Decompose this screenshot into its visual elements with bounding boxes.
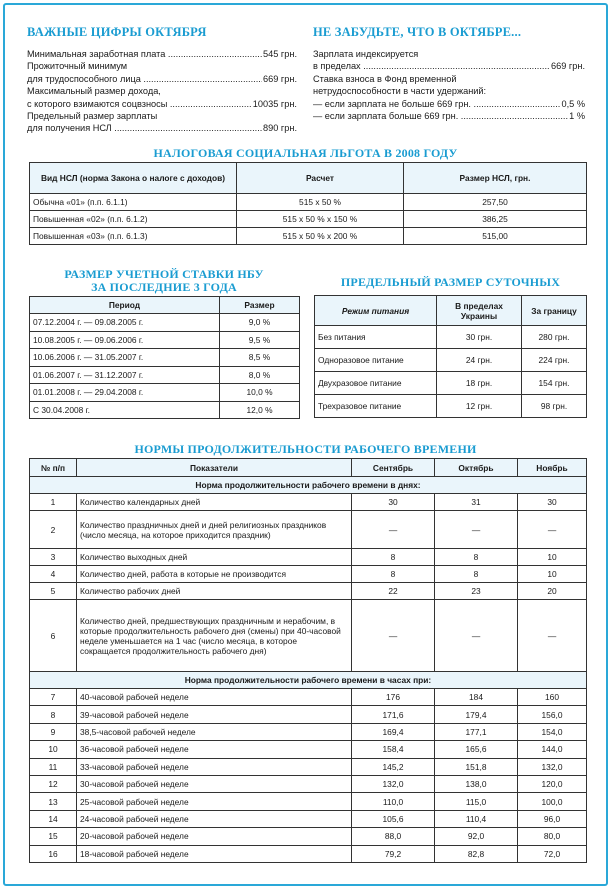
table-cell: 10.08.2005 г. — 09.06.2006 г. — [30, 331, 220, 349]
table-cell: Повышенная «02» (п.п. 6.1.2) — [30, 211, 237, 228]
table-cell: 156,0 — [518, 706, 587, 723]
nsl-header-type: Вид НСЛ (норма Закона о налоге с доходов) — [30, 163, 237, 194]
table-cell: 10 — [30, 741, 77, 758]
info-line — [313, 110, 585, 122]
table-cell: 100,0 — [518, 793, 587, 810]
nbu-table — [29, 296, 300, 419]
info-label: Максимальный размер дохода, — [27, 86, 161, 97]
table-cell: 4 — [30, 566, 77, 583]
table-cell: 24 грн. — [437, 349, 522, 372]
table-cell: 160 — [518, 689, 587, 706]
table-row — [315, 372, 587, 395]
info-value: 669 грн. — [551, 61, 585, 72]
table-cell: 145,2 — [352, 758, 435, 775]
table-cell: 171,6 — [352, 706, 435, 723]
table-cell: 30 грн. — [437, 326, 522, 349]
table-row — [30, 511, 587, 549]
table-cell: 40-часовой рабочей неделе — [77, 689, 352, 706]
table-cell: Обычна «01» (п.п. 6.1.1) — [30, 194, 237, 211]
table-cell: 10 — [518, 566, 587, 583]
table-cell: Количество дней, работа в которые не производится — [77, 566, 352, 583]
table-cell: 10,0 % — [220, 384, 300, 402]
table-cell: 18-часовой рабочей неделе — [77, 845, 352, 862]
table-cell: 184 — [435, 689, 518, 706]
daily-header-abroad: За границу — [522, 296, 587, 326]
table-cell: 515 х 50 % х 150 % — [237, 211, 404, 228]
table-cell: 20 — [518, 583, 587, 600]
table-cell: 515 х 50 % х 200 % — [237, 228, 404, 245]
table-cell: 39-часовой рабочей неделе — [77, 706, 352, 723]
table-cell: 138,0 — [435, 775, 518, 792]
table-row — [30, 583, 587, 600]
table-row — [315, 326, 587, 349]
table-cell: 115,0 — [435, 793, 518, 810]
table-cell: 158,4 — [352, 741, 435, 758]
table-cell: 18 грн. — [437, 372, 522, 395]
table-row — [315, 349, 587, 372]
norms-header-nov: Ноябрь — [518, 459, 587, 477]
table-row — [30, 758, 587, 775]
table-cell: 224 грн. — [522, 349, 587, 372]
table-row — [30, 828, 587, 845]
table-cell: — — [352, 600, 435, 672]
table-row — [30, 228, 587, 245]
info-line — [27, 48, 297, 60]
info-line — [27, 73, 297, 85]
table-cell: Количество календарных дней — [77, 494, 352, 511]
table-cell: 22 — [352, 583, 435, 600]
norms-header-oct: Октябрь — [435, 459, 518, 477]
table-row — [30, 194, 587, 211]
norms-header-num: № п/п — [30, 459, 77, 477]
table-cell: 13 — [30, 793, 77, 810]
info-value: 890 грн. — [263, 123, 297, 134]
table-cell: 30-часовой рабочей неделе — [77, 775, 352, 792]
info-label: с которого взимаются соцвзносы ..... — [27, 98, 252, 110]
table-cell: 88,0 — [352, 828, 435, 845]
table-cell: 3 — [30, 549, 77, 566]
table-cell: 179,4 — [435, 706, 518, 723]
table-row — [30, 723, 587, 740]
table-row — [30, 775, 587, 792]
table-row — [30, 349, 300, 367]
table-row — [30, 793, 587, 810]
important-figures-list — [27, 48, 297, 135]
table-cell: 15 — [30, 828, 77, 845]
table-cell: 16 — [30, 845, 77, 862]
table-cell: 38,5-часовой рабочей неделе — [77, 723, 352, 740]
table-row — [315, 395, 587, 418]
norms-header-sep: Сентябрь — [352, 459, 435, 477]
table-cell: 30 — [518, 494, 587, 511]
table-cell: 33-часовой рабочей неделе — [77, 758, 352, 775]
info-value: 669 грн. — [263, 73, 297, 84]
table-cell: Одноразовое питание — [315, 349, 437, 372]
daily-table — [314, 295, 587, 418]
norms-table — [29, 458, 587, 863]
table-cell: 8,0 % — [220, 366, 300, 384]
table-cell: 10 — [518, 549, 587, 566]
table-row — [30, 741, 587, 758]
table-section-row — [30, 477, 587, 494]
table-cell: 515 х 50 % — [237, 194, 404, 211]
nbu-title-line2: ЗА ПОСЛЕДНИЕ 3 ГОДА — [91, 280, 237, 294]
table-cell: 169,4 — [352, 723, 435, 740]
table-cell: 20-часовой рабочей неделе — [77, 828, 352, 845]
daily-title: ПРЕДЕЛЬНЫЙ РАЗМЕР СУТОЧНЫХ — [340, 275, 561, 289]
table-row — [30, 211, 587, 228]
table-cell: 132,0 — [352, 775, 435, 792]
table-cell: 98 грн. — [522, 395, 587, 418]
table-row — [30, 689, 587, 706]
table-cell: 82,8 — [435, 845, 518, 862]
info-line — [27, 60, 297, 72]
info-label: для получения НСЛ ..... — [27, 122, 262, 134]
table-cell: — — [518, 600, 587, 672]
nsl-header-calc: Расчет — [237, 163, 404, 194]
table-cell: 36-часовой рабочей неделе — [77, 741, 352, 758]
table-cell: 105,6 — [352, 810, 435, 827]
table-cell: 72,0 — [518, 845, 587, 862]
table-cell: 132,0 — [518, 758, 587, 775]
reminder-block — [313, 25, 585, 122]
info-value: 545 грн. — [263, 49, 297, 59]
table-cell: 30 — [352, 494, 435, 511]
info-label: Зарплата индексируется — [313, 49, 419, 59]
table-row — [30, 549, 587, 566]
reminder-title: НЕ ЗАБУДЬТЕ, ЧТО В ОКТЯБРЕ... — [313, 25, 522, 39]
table-cell: 12 — [30, 775, 77, 792]
nsl-title: НАЛОГОВАЯ СОЦИАЛЬНАЯ ЛЬГОТА В 2008 ГОДУ — [153, 146, 458, 160]
table-cell: 110,4 — [435, 810, 518, 827]
table-cell: Количество выходных дней — [77, 549, 352, 566]
table-cell: 12,0 % — [220, 401, 300, 419]
info-label: нетрудоспособности в части удержаний: — [313, 86, 487, 97]
norms-header-indicator: Показатели — [77, 459, 352, 477]
section-label: Норма продолжительности рабочего времени в днях: — [30, 477, 587, 494]
table-cell: 8 — [435, 549, 518, 566]
table-cell: 11 — [30, 758, 77, 775]
table-row — [30, 401, 300, 419]
table-cell: 10.06.2006 г. — 31.05.2007 г. — [30, 349, 220, 367]
table-cell: 8 — [30, 706, 77, 723]
info-line — [313, 48, 585, 60]
table-row — [30, 810, 587, 827]
table-cell: 92,0 — [435, 828, 518, 845]
table-cell: 25-часовой рабочей неделе — [77, 793, 352, 810]
table-cell: 280 грн. — [522, 326, 587, 349]
table-section-row — [30, 672, 587, 689]
table-cell: 1 — [30, 494, 77, 511]
table-cell: 144,0 — [518, 741, 587, 758]
table-cell: 2 — [30, 511, 77, 549]
table-row — [30, 600, 587, 672]
norms-title: НОРМЫ ПРОДОЛЖИТЕЛЬНОСТИ РАБОЧЕГО ВРЕМЕНИ — [134, 442, 477, 456]
table-cell: 80,0 — [518, 828, 587, 845]
table-cell: 6 — [30, 600, 77, 672]
table-cell: Количество праздничных дней и дней религиозных праздников (число месяца, на которое приходится праздник) — [77, 511, 352, 549]
table-cell: 8 — [435, 566, 518, 583]
table-cell: С 30.04.2008 г. — [30, 401, 220, 419]
table-cell: 07.12.2004 г. — 09.08.2005 г. — [30, 314, 220, 332]
table-cell: 154 грн. — [522, 372, 587, 395]
table-cell: 14 — [30, 810, 77, 827]
important-figures-block — [27, 25, 297, 135]
table-cell: 5 — [30, 583, 77, 600]
table-cell: 177,1 — [435, 723, 518, 740]
table-cell: 9 — [30, 723, 77, 740]
info-line — [27, 122, 297, 134]
info-line — [313, 98, 585, 110]
table-row — [30, 366, 300, 384]
info-label: Прожиточный минимум — [27, 61, 128, 72]
important-figures-title: ВАЖНЫЕ ЦИФРЫ ОКТЯБРЯ — [27, 25, 207, 39]
info-label: — если зарплата больше 669 грн. ..... — [313, 110, 568, 122]
table-row — [30, 314, 300, 332]
info-value: 0,5 % — [561, 98, 585, 109]
table-cell: 23 — [435, 583, 518, 600]
info-label: — если зарплата не больше 669 грн. ..... — [313, 98, 561, 110]
table-cell: 165,6 — [435, 741, 518, 758]
table-cell: 96,0 — [518, 810, 587, 827]
table-row — [30, 494, 587, 511]
nsl-table — [29, 162, 587, 245]
info-line — [313, 60, 585, 72]
table-cell: Количество рабочих дней — [77, 583, 352, 600]
info-value: 10035 грн. — [252, 98, 297, 109]
table-cell: Количество дней, предшествующих праздничным и нерабочим, в которые продолжительность рабочего дня (смены) при 40-часовой неделе уменьшается на 1 час (число месяца, в которое сокращается продолжительность рабочего дня) — [77, 600, 352, 672]
info-label: для трудоспособного лица ..... — [27, 73, 262, 85]
info-line — [27, 85, 297, 97]
info-line — [313, 85, 585, 97]
table-cell: 31 — [435, 494, 518, 511]
info-label: в пределах ..... — [313, 60, 550, 72]
table-cell: Повышенная «03» (п.п. 6.1.3) — [30, 228, 237, 245]
nbu-title-line1: РАЗМЕР УЧЕТНОЙ СТАВКИ НБУ — [64, 267, 264, 281]
table-cell: 8 — [352, 549, 435, 566]
table-cell: 9,5 % — [220, 331, 300, 349]
table-row — [30, 706, 587, 723]
info-label: Предельный размер зарплаты — [27, 111, 158, 122]
table-cell: 154,0 — [518, 723, 587, 740]
table-row — [30, 845, 587, 862]
table-cell: 12 грн. — [437, 395, 522, 418]
table-cell: 24-часовой рабочей неделе — [77, 810, 352, 827]
info-line — [27, 110, 297, 122]
table-cell: 120,0 — [518, 775, 587, 792]
table-cell: 79,2 — [352, 845, 435, 862]
table-cell: 8,5 % — [220, 349, 300, 367]
table-cell: 01.01.2008 г. — 29.04.2008 г. — [30, 384, 220, 402]
nsl-header-amount: Размер НСЛ, грн. — [404, 163, 587, 194]
table-cell: — — [518, 511, 587, 549]
daily-header-ukraine: В пределах Украины — [437, 296, 522, 326]
table-cell: Без питания — [315, 326, 437, 349]
table-row — [30, 331, 300, 349]
section-label: Норма продолжительности рабочего времени в часах при: — [30, 672, 587, 689]
table-cell: Двухразовое питание — [315, 372, 437, 395]
table-cell: 515,00 — [404, 228, 587, 245]
table-cell: 01.06.2007 г. — 31.12.2007 г. — [30, 366, 220, 384]
reminder-list — [313, 48, 585, 122]
table-row — [30, 384, 300, 402]
table-cell: 7 — [30, 689, 77, 706]
table-cell: 110,0 — [352, 793, 435, 810]
table-cell: — — [352, 511, 435, 549]
info-line — [27, 98, 297, 110]
daily-header-mode: Режим питания — [315, 296, 437, 326]
nbu-header-period: Период — [30, 297, 220, 314]
table-row — [30, 566, 587, 583]
nbu-header-rate: Размер — [220, 297, 300, 314]
table-cell: — — [435, 511, 518, 549]
table-cell: Трехразовое питание — [315, 395, 437, 418]
info-label: Минимальная заработная плата ..... — [27, 48, 262, 60]
table-cell: 8 — [352, 566, 435, 583]
table-cell: 386,25 — [404, 211, 587, 228]
info-line — [313, 73, 585, 85]
table-cell: 176 — [352, 689, 435, 706]
table-cell: 151,8 — [435, 758, 518, 775]
table-cell: — — [435, 600, 518, 672]
info-label: Ставка взноса в Фонд временной — [313, 73, 457, 84]
nbu-title — [29, 268, 299, 294]
page-frame — [3, 3, 608, 886]
info-value: 1 % — [569, 111, 585, 122]
table-cell: 9,0 % — [220, 314, 300, 332]
table-cell: 257,50 — [404, 194, 587, 211]
